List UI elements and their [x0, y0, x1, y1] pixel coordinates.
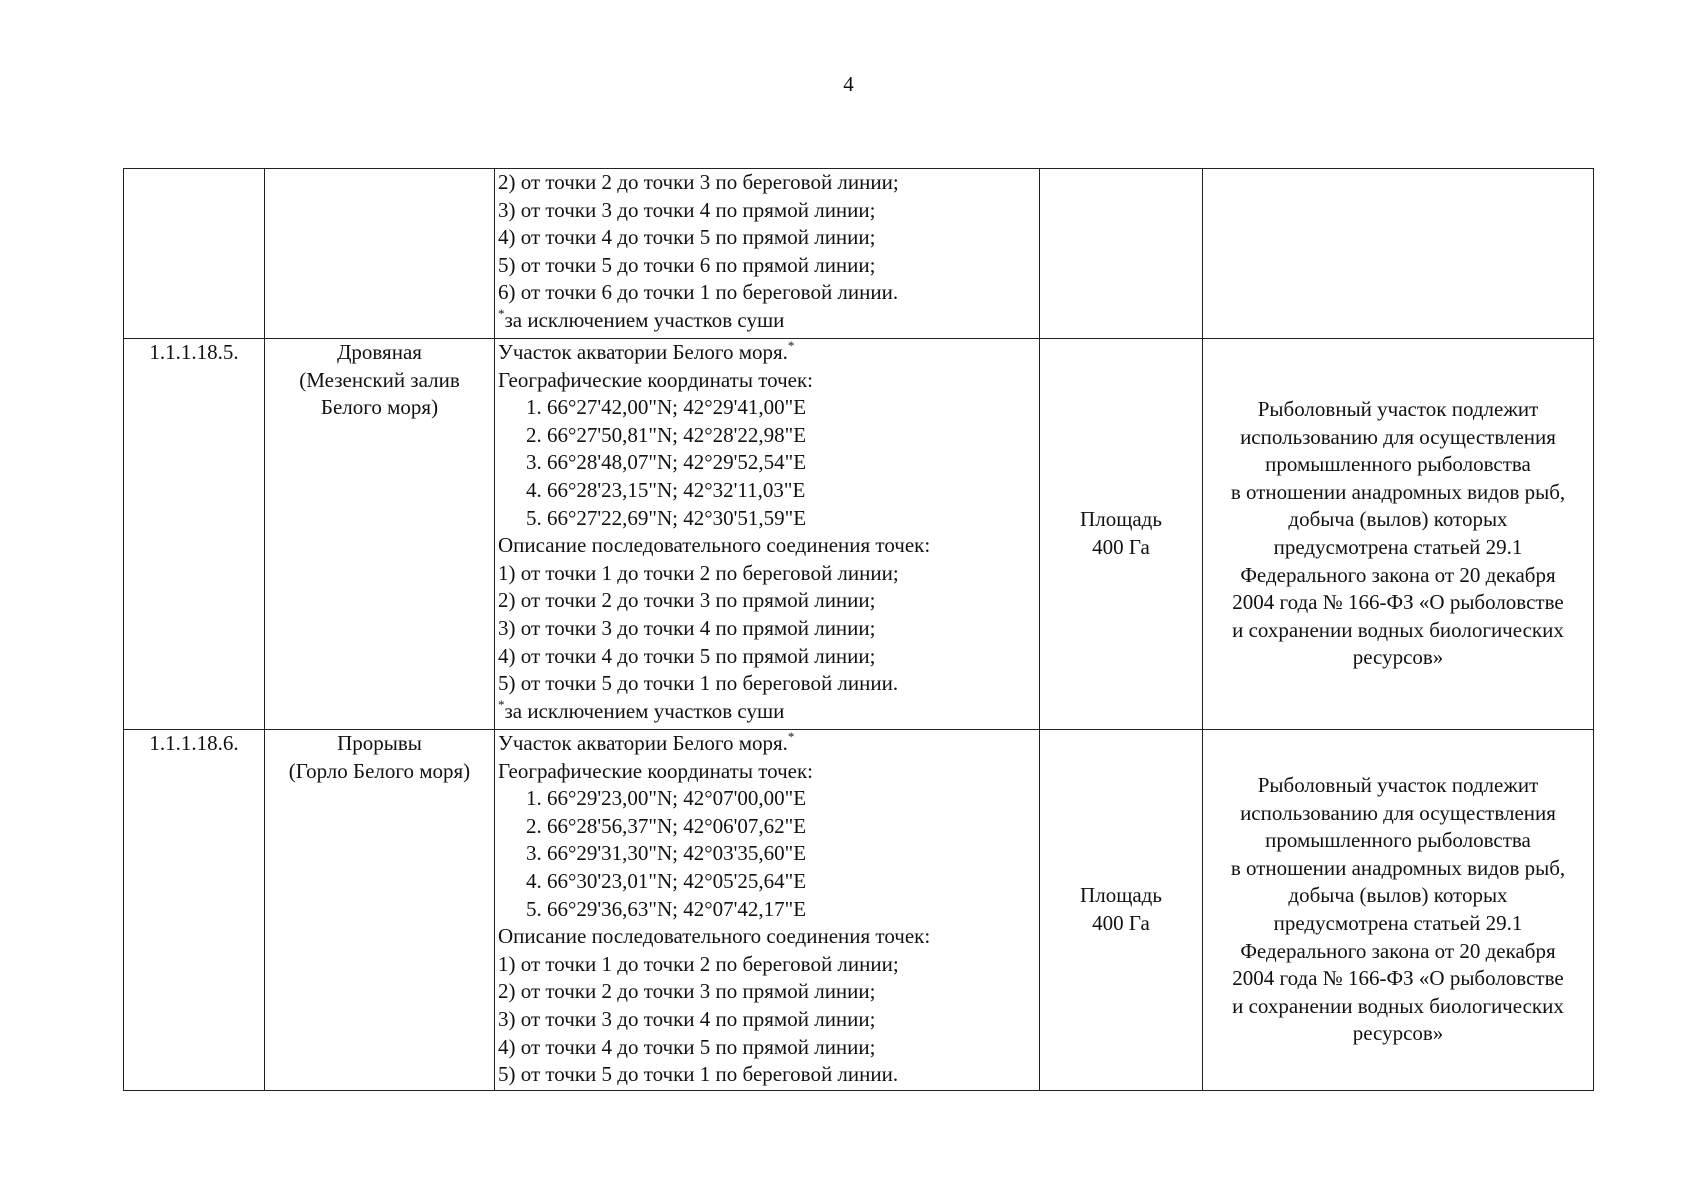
cell-size — [1040, 169, 1203, 339]
table-row — [124, 730, 1594, 1091]
cell-description — [495, 730, 1040, 1091]
connection-line: 1) от точки 1 до точки 2 по береговой линии; — [498, 951, 899, 976]
connection-heading: Описание последовательного соединения точек: — [498, 924, 931, 949]
purpose-line: ресурсов» — [1352, 645, 1444, 670]
area-location: (Горло Белого моря) — [288, 758, 471, 783]
purpose-line: 2004 года № 166-ФЗ «О рыболовстве — [1232, 966, 1564, 991]
purpose-line: промышленного рыболовства — [1265, 452, 1531, 477]
size-value: 400 Га — [1092, 535, 1150, 559]
purpose-line: добыча (вылов) которых — [1288, 883, 1508, 908]
purpose-line: предусмотрена статьей 29.1 — [1273, 911, 1523, 935]
connection-line: 2) от точки 2 до точки 3 по прямой линии; — [498, 979, 876, 1004]
page-number: 4 — [843, 72, 854, 96]
purpose-line: в отношении анадромных видов рыб, — [1230, 855, 1566, 880]
connection-line: 2) от точки 2 до точки 3 по прямой линии; — [498, 588, 876, 613]
coords-heading: Географические координаты точек: — [498, 367, 813, 392]
connection-line: 4) от точки 4 до точки 5 по прямой линии; — [498, 1034, 876, 1059]
purpose-line: промышленного рыболовства — [1265, 828, 1531, 853]
size-label: Площадь — [1080, 507, 1162, 532]
fishing-areas-table — [123, 168, 1594, 1091]
connection-line: 6) от точки 6 до точки 1 по береговой линии. — [498, 280, 899, 305]
connection-line: 5) от точки 5 до точки 6 по прямой линии; — [498, 252, 876, 277]
table-row-continuation — [124, 169, 1594, 339]
purpose-line: и сохранении водных биологических — [1232, 993, 1564, 1018]
coordinate-item: 5. 66°27'22,69"N; 42°30'51,59"E — [526, 505, 807, 530]
size-label: Площадь — [1080, 883, 1162, 908]
coordinate-item: 4. 66°28'23,15"N; 42°32'11,03"E — [526, 477, 806, 502]
connection-line: 3) от точки 3 до точки 4 по прямой линии; — [498, 1006, 876, 1031]
purpose-line: ресурсов» — [1352, 1021, 1444, 1046]
cell-number: 1.1.1.18.6. — [124, 730, 265, 1091]
purpose-line: в отношении анадромных видов рыб, — [1230, 479, 1566, 504]
area-name: Дровяная — [337, 340, 422, 364]
coordinate-item: 5. 66°29'36,63"N; 42°07'42,17"E — [526, 896, 807, 921]
purpose-line: и сохранении водных биологических — [1232, 617, 1564, 642]
cell-name — [265, 339, 495, 730]
connection-line: 2) от точки 2 до точки 3 по береговой линии; — [498, 170, 899, 194]
purpose-line: добыча (вылов) которых — [1288, 507, 1508, 532]
purpose-line: 2004 года № 166-ФЗ «О рыболовстве — [1232, 590, 1564, 615]
connection-line: 3) от точки 3 до точки 4 по прямой линии; — [498, 197, 876, 222]
purpose-line: использованию для осуществления — [1240, 800, 1556, 825]
cell-number — [124, 169, 265, 339]
connection-heading: Описание последовательного соединения точек: — [498, 533, 931, 558]
connection-line: 4) от точки 4 до точки 5 по прямой линии; — [498, 225, 876, 250]
coordinate-item: 4. 66°30'23,01"N; 42°05'25,64"E — [526, 868, 807, 893]
cell-name — [265, 169, 495, 339]
area-location: (Мезенский залив — [299, 367, 460, 392]
connection-line: 1) от точки 1 до точки 2 по береговой линии; — [498, 560, 899, 585]
coordinate-item: 1. 66°29'23,00"N; 42°07'00,00"E — [526, 786, 807, 811]
area-name: Прорывы — [337, 731, 422, 755]
footnote: *за исключением участков суши — [498, 696, 785, 723]
purpose-line: использованию для осуществления — [1240, 424, 1556, 449]
cell-purpose — [1203, 169, 1594, 339]
coords-heading: Географические координаты точек: — [498, 758, 813, 783]
size-value: 400 Га — [1092, 911, 1150, 935]
coordinate-item: 2. 66°27'50,81"N; 42°28'22,98"E — [526, 422, 807, 447]
coordinate-item: 3. 66°28'48,07"N; 42°29'52,54"E — [526, 450, 807, 475]
connection-line: 5) от точки 5 до точки 1 по береговой линии. — [498, 1062, 899, 1087]
cell-size — [1040, 339, 1203, 730]
area-title: Участок акватории Белого моря.* — [498, 729, 795, 755]
connection-line: 5) от точки 5 до точки 1 по береговой линии. — [498, 671, 899, 696]
area-title: Участок акватории Белого моря.* — [498, 338, 795, 364]
purpose-line: Федерального закона от 20 декабря — [1240, 562, 1556, 587]
cell-purpose — [1203, 339, 1594, 730]
purpose-line: Рыболовный участок подлежит — [1257, 773, 1539, 798]
coordinate-item: 1. 66°27'42,00"N; 42°29'41,00"E — [526, 395, 807, 420]
coordinate-item: 3. 66°29'31,30"N; 42°03'35,60"E — [526, 841, 807, 866]
connection-line: 3) от точки 3 до точки 4 по прямой линии; — [498, 615, 876, 640]
purpose-line: предусмотрена статьей 29.1 — [1273, 535, 1523, 559]
purpose-line: Рыболовный участок подлежит — [1257, 397, 1539, 422]
coordinate-item: 2. 66°28'56,37"N; 42°06'07,62"E — [526, 813, 807, 838]
cell-purpose — [1203, 730, 1594, 1091]
footnote: *за исключением участков суши — [498, 305, 785, 332]
cell-name — [265, 730, 495, 1091]
cell-description — [495, 339, 1040, 730]
cell-description — [495, 169, 1040, 339]
connection-line: 4) от точки 4 до точки 5 по прямой линии; — [498, 643, 876, 668]
cell-number: 1.1.1.18.5. — [124, 339, 265, 730]
area-location: Белого моря) — [320, 395, 439, 420]
purpose-line: Федерального закона от 20 декабря — [1240, 938, 1556, 963]
table-row — [124, 339, 1594, 730]
cell-size — [1040, 730, 1203, 1091]
